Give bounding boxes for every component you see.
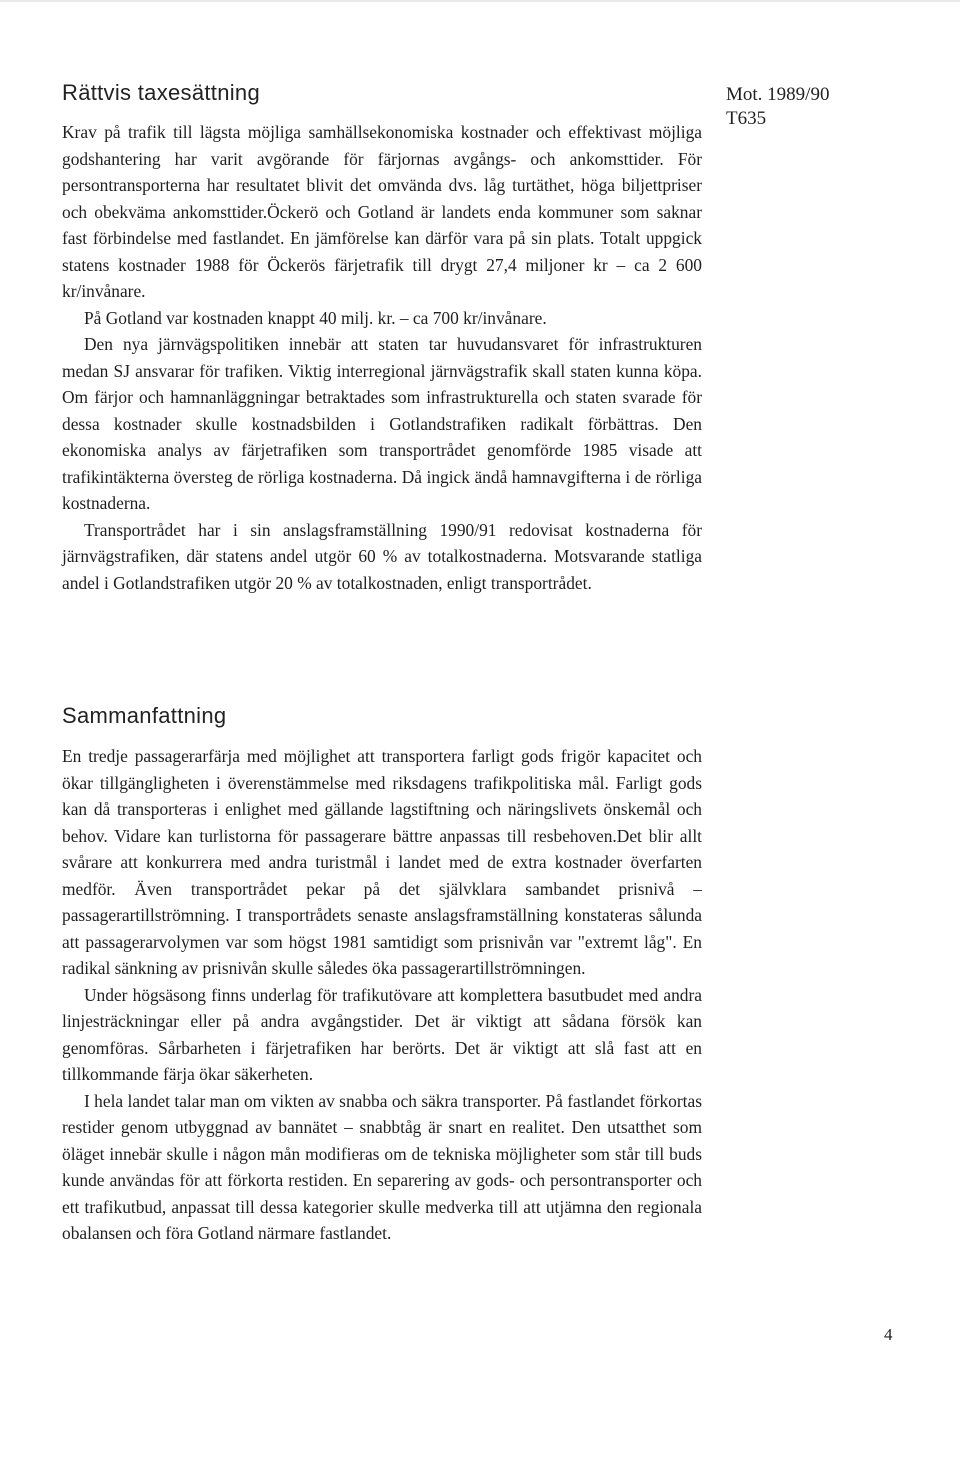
paragraph: En tredje passagerarfärja med möjlighet att transportera farligt gods frigör kapacitet och ökar tillgängligheten i överenstämmelse med riksdagens trafikpolitiska mål. Farligt gods kan då transporteras i enlighet med gällande lagstiftning och näringslivets önskemål och behov. Vidare kan turlistorna för passagerare bättre anpassas till resbehoven.Det blir allt svårare att konkurrera med andra turistmål i landet med de extra kostnader överfarten medför. Även transportrådet pekar på det självklara sambandet prisnivå – passagerartillströmning. I transportrådets senaste anslagsframställning konstateras sålunda att passagerarvolymen var som högst 1981 samtidigt som prisnivån var "extremt låg". En radikal sänkning av prisnivån skulle således öka passagerartillströmningen. — [62, 746, 702, 978]
section-heading-rattvis-taxesattning: Rättvis taxesättning — [62, 80, 260, 105]
scan-edge-divider — [0, 0, 960, 2]
paragraph: På Gotland var kostnaden knappt 40 milj. kr. – ca 700 kr/invånare. — [84, 307, 547, 328]
section-heading-sammanfattning: Sammanfattning — [62, 703, 227, 728]
motion-code: T635 — [726, 108, 767, 129]
paragraph: Den nya järnvägspolitiken innebär att staten tar huvudansvaret för infrastrukturen medan SJ ansvarar för trafiken. Viktig interregional järnvägstrafik skall staten kunna köpa. Om färjor och hamnanläggningar betraktades som infrastrukturella och staten svarade för dessa kostnader skulle kostnadsbilden i Gotlandstrafiken radikalt förbättras. Den ekonomiska analys av färjetrafiken som transportrådet genomförde 1985 visade att trafikintäkterna översteg de rörliga kostnaderna. Då ingick ändå hamnavgifterna i de rörliga kostnaderna. — [62, 334, 702, 513]
motion-reference — [726, 83, 829, 131]
section-body-sammanfattning — [62, 743, 702, 1247]
paragraph: Under högsäsong finns underlag för trafikutövare att komplettera basutbudet med andra linjesträckningar eller på andra avgångstider. Det är viktigt att sådana försök kan genomföras. Sårbarheten i färjetrafiken har berörts. Det är viktigt att slå fast att en tillkommande färja ökar säkerheten. — [62, 984, 702, 1084]
paragraph: I hela landet talar man om vikten av snabba och säkra transporter. På fastlandet förkortas restider genom utbyggnad av bannätet – snabbtåg är snart en realitet. Den utsatthet som öläget innebär skulle i någon mån modifieras om de tekniska möjligheter som står till buds kunde användas för att förkorta restiden. En separering av gods- och persontransporter och ett trafikutbud, anpassat till dessa kategorier skulle medverka till att utjämna den regionala obalansen och föra Gotland närmare fastlandet. — [62, 1090, 702, 1243]
paragraph: Transportrådet har i sin anslagsframställning 1990/91 redovisat kostnaderna för järnvägstrafiken, där statens andel utgör 60 % av totalkostnaderna. Motsvarande statliga andel i Gotlandstrafiken utgör 20 % av totalkostnaden, enligt transportrådet. — [62, 519, 702, 593]
paragraph: Krav på trafik till lägsta möjliga samhällsekonomiska kostnader och effektivast möjliga godshantering har varit avgörande för färjornas avgångs- och ankomsttider. För persontransporterna har resultatet blivit det omvända dvs. låg turtäthet, höga biljettpriser och obekväma ankomsttider.Öckerö och Gotland är landets enda kommuner som saknar fast förbindelse med fastlandet. En jämförelse kan därför vara på sin plats. Totalt uppgick statens kostnader 1988 för Öckerös färjetrafik till drygt 27,4 miljoner kr – ca 2 600 kr/invånare. — [62, 122, 702, 301]
motion-number: Mot. 1989/90 — [726, 84, 830, 105]
section-body-rattvis-taxesattning — [62, 119, 702, 596]
page-number: 4 — [884, 1325, 893, 1344]
